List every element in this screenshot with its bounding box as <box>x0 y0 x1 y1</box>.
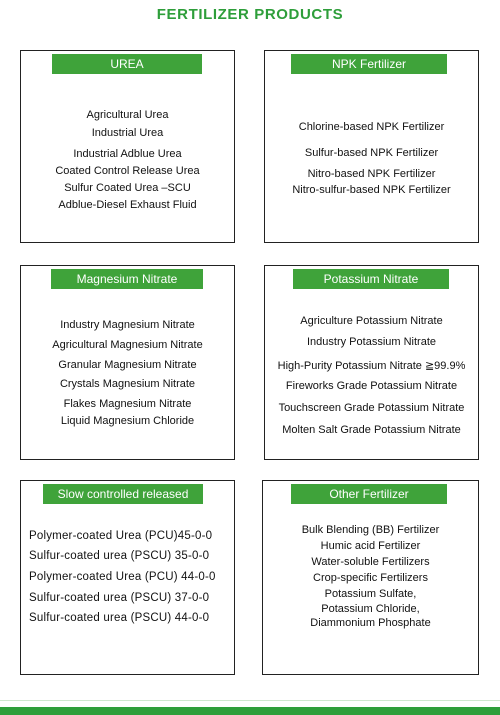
list-item: Humic acid Fertilizer <box>320 540 421 552</box>
list-item: Molten Salt Grade Potassium Nitrate <box>282 424 461 436</box>
card-potassium-nitrate <box>264 265 479 460</box>
list-item: Sulfur-based NPK Fertilizer <box>304 147 439 159</box>
card-header: NPK Fertilizer <box>291 54 447 74</box>
card-item-list <box>265 266 478 461</box>
list-item: Potassium Sulfate, <box>324 588 417 600</box>
card-magnesium-nitrate <box>20 265 235 460</box>
list-item: Crop-specific Fertilizers <box>313 572 428 584</box>
list-item: Nitro-based NPK Fertilizer <box>307 168 436 180</box>
footer-bar <box>0 707 500 715</box>
card-item-list <box>263 481 478 676</box>
card-header: Other Fertilizer <box>291 484 447 504</box>
card-header: Slow controlled released <box>43 484 203 504</box>
list-item: Industrial Urea <box>91 127 164 139</box>
list-item: Granular Magnesium Nitrate <box>58 359 197 371</box>
card-npk-fertilizer <box>264 50 479 243</box>
list-item: Flakes Magnesium Nitrate <box>63 398 192 410</box>
card-item-list <box>21 266 234 461</box>
list-item: Sulfur-coated urea (PSCU) 37-0-0 <box>29 592 210 604</box>
list-item: Chlorine-based NPK Fertilizer <box>298 121 445 133</box>
list-item: Water-soluble Fertilizers <box>311 556 430 568</box>
card-slow-controlled-released <box>20 480 235 675</box>
card-header: UREA <box>52 54 202 74</box>
list-item: Industry Magnesium Nitrate <box>60 319 195 331</box>
list-item: High-Purity Potassium Nitrate ≧99.9% <box>277 360 466 372</box>
list-item: Coated Control Release Urea <box>55 165 200 177</box>
list-item: Polymer-coated Urea (PCU) 44-0-0 <box>29 571 216 583</box>
list-item: Sulfur Coated Urea –SCU <box>64 182 191 194</box>
card-header: Magnesium Nitrate <box>51 269 203 289</box>
card-item-list <box>21 51 234 244</box>
list-item: Agricultural Urea <box>86 109 169 121</box>
card-item-list <box>265 51 478 244</box>
list-item: Industry Potassium Nitrate <box>307 336 436 348</box>
list-item: Nitro-sulfur-based NPK Fertilizer <box>292 184 451 196</box>
list-item: Diammonium Phosphate <box>310 617 431 629</box>
list-item: Industrial Adblue Urea <box>73 148 182 160</box>
page-title: FERTILIZER PRODUCTS <box>156 6 344 23</box>
list-item: Fireworks Grade Potassium Nitrate <box>285 380 458 392</box>
card-urea <box>20 50 235 243</box>
list-item: Adblue-Diesel Exhaust Fluid <box>58 199 197 211</box>
list-item: Liquid Magnesium Chloride <box>60 415 195 427</box>
list-item: Touchscreen Grade Potassium Nitrate <box>278 402 465 414</box>
card-item-list <box>21 481 234 676</box>
list-item: Sulfur-coated urea (PSCU) 44-0-0 <box>29 612 210 624</box>
list-item: Bulk Blending (BB) Fertilizer <box>301 524 440 536</box>
list-item: Sulfur-coated urea (PSCU) 35-0-0 <box>29 550 210 562</box>
list-item: Agricultural Magnesium Nitrate <box>52 339 203 351</box>
card-other-fertilizer <box>262 480 479 675</box>
list-item: Polymer-coated Urea (PCU)45-0-0 <box>29 530 213 542</box>
list-item: Potassium Chloride, <box>321 603 420 615</box>
list-item: Crystals Magnesium Nitrate <box>59 378 196 390</box>
card-header: Potassium Nitrate <box>293 269 449 289</box>
footer-divider <box>0 700 500 701</box>
list-item: Agriculture Potassium Nitrate <box>300 315 443 327</box>
